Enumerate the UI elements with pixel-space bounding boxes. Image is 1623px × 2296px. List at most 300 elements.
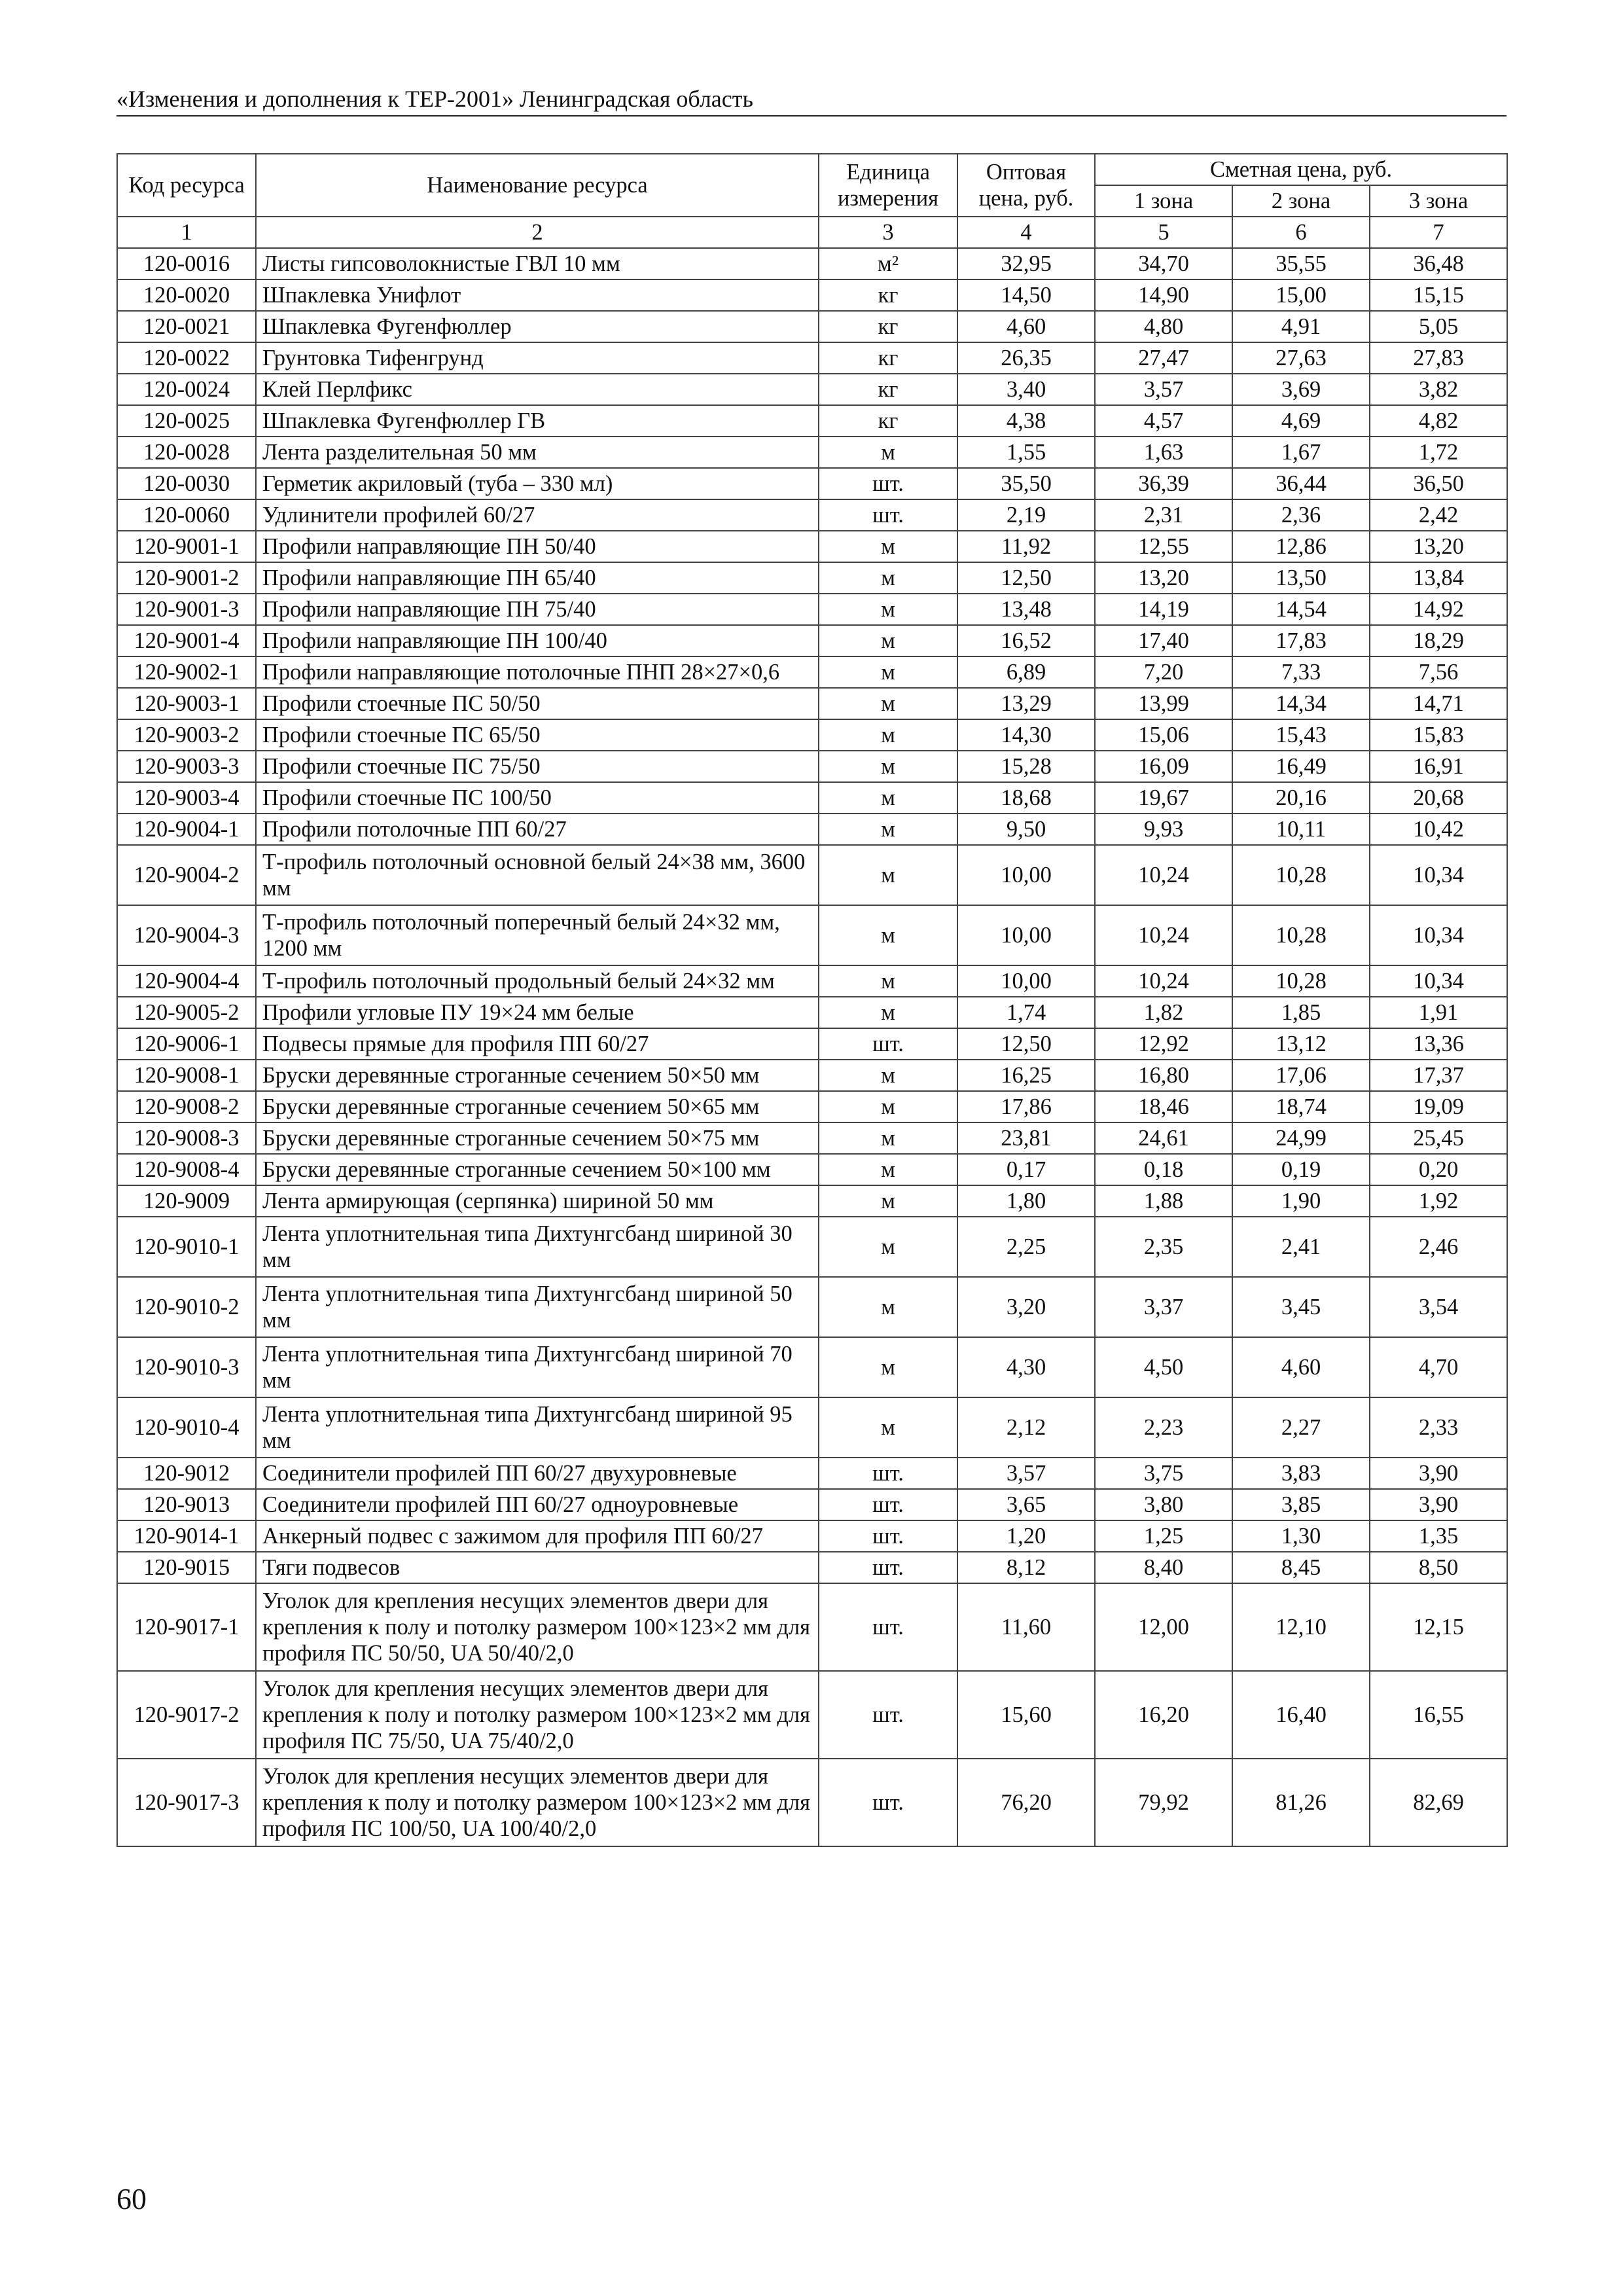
resource-code-cell: 120-9017-3 xyxy=(117,1759,256,1846)
unit-cell: м xyxy=(819,751,957,782)
wholesale-price-cell: 35,50 xyxy=(957,468,1095,499)
zone1-price-cell: 12,55 xyxy=(1095,531,1232,562)
unit-cell: шт. xyxy=(819,1583,957,1671)
table-row xyxy=(117,405,1507,437)
resource-name-cell: Бруски деревянные строганные сечением 50×75 мм xyxy=(256,1122,819,1154)
resource-code-cell: 120-0030 xyxy=(117,468,256,499)
resource-name-cell: Профили направляющие потолочные ПНП 28×27×0,6 xyxy=(256,656,819,688)
table-row xyxy=(117,1154,1507,1185)
table-row xyxy=(117,656,1507,688)
resource-name-cell: Грунтовка Тифенгрунд xyxy=(256,342,819,374)
wholesale-price-cell: 26,35 xyxy=(957,342,1095,374)
table-row xyxy=(117,374,1507,405)
table-row xyxy=(117,688,1507,719)
running-header: «Изменения и дополнения к ТЕР-2001» Ленинградская область xyxy=(116,84,1507,117)
unit-cell: м xyxy=(819,531,957,562)
wholesale-price-cell: 15,28 xyxy=(957,751,1095,782)
unit-cell: м xyxy=(819,905,957,965)
unit-cell: м² xyxy=(819,248,957,279)
resource-name-cell: Подвесы прямые для профиля ПП 60/27 xyxy=(256,1028,819,1060)
unit-cell: м xyxy=(819,688,957,719)
col-number: 6 xyxy=(1232,217,1370,248)
resource-name-cell: Лента разделительная 50 мм xyxy=(256,437,819,468)
unit-cell: м xyxy=(819,625,957,656)
zone2-price-cell: 3,83 xyxy=(1232,1458,1370,1489)
zone1-price-cell: 9,93 xyxy=(1095,814,1232,845)
wholesale-price-cell: 1,74 xyxy=(957,997,1095,1028)
resource-code-cell: 120-9014-1 xyxy=(117,1520,256,1552)
unit-cell: кг xyxy=(819,342,957,374)
zone2-price-cell: 10,28 xyxy=(1232,965,1370,997)
zone1-price-cell: 1,82 xyxy=(1095,997,1232,1028)
resource-code-cell: 120-9002-1 xyxy=(117,656,256,688)
resource-name-cell: Профили стоечные ПС 100/50 xyxy=(256,782,819,814)
table-body xyxy=(117,248,1507,1846)
col-header-code: Код ресурса xyxy=(117,154,256,217)
resource-name-cell: Герметик акриловый (туба – 330 мл) xyxy=(256,468,819,499)
wholesale-price-cell: 2,25 xyxy=(957,1217,1095,1277)
page-number: 60 xyxy=(116,2182,147,2215)
unit-cell: м xyxy=(819,1060,957,1091)
zone2-price-cell: 1,30 xyxy=(1232,1520,1370,1552)
zone2-price-cell: 2,27 xyxy=(1232,1397,1370,1458)
zone1-price-cell: 36,39 xyxy=(1095,468,1232,499)
zone1-price-cell: 18,46 xyxy=(1095,1091,1232,1122)
unit-cell: м xyxy=(819,1122,957,1154)
unit-cell: кг xyxy=(819,374,957,405)
zone2-price-cell: 2,41 xyxy=(1232,1217,1370,1277)
zone2-price-cell: 17,06 xyxy=(1232,1060,1370,1091)
unit-cell: м xyxy=(819,719,957,751)
zone3-price-cell: 13,84 xyxy=(1370,562,1507,594)
wholesale-price-cell: 32,95 xyxy=(957,248,1095,279)
wholesale-price-cell: 14,30 xyxy=(957,719,1095,751)
zone1-price-cell: 1,63 xyxy=(1095,437,1232,468)
resource-name-cell: Лента армирующая (серпянка) шириной 50 мм xyxy=(256,1185,819,1217)
resource-code-cell: 120-9004-1 xyxy=(117,814,256,845)
zone2-price-cell: 4,60 xyxy=(1232,1337,1370,1397)
zone1-price-cell: 3,80 xyxy=(1095,1489,1232,1520)
unit-cell: шт. xyxy=(819,1028,957,1060)
col-number: 4 xyxy=(957,217,1095,248)
resource-name-cell: Лента уплотнительная типа Дихтунгсбанд шириной 95 мм xyxy=(256,1397,819,1458)
zone1-price-cell: 16,20 xyxy=(1095,1671,1232,1759)
zone3-price-cell: 14,92 xyxy=(1370,594,1507,625)
zone1-price-cell: 3,75 xyxy=(1095,1458,1232,1489)
col-number: 7 xyxy=(1370,217,1507,248)
unit-cell: шт. xyxy=(819,1458,957,1489)
table-row xyxy=(117,1060,1507,1091)
resource-name-cell: Бруски деревянные строганные сечением 50×100 мм xyxy=(256,1154,819,1185)
zone3-price-cell: 16,55 xyxy=(1370,1671,1507,1759)
unit-cell: кг xyxy=(819,311,957,342)
unit-cell: шт. xyxy=(819,1520,957,1552)
zone3-price-cell: 18,29 xyxy=(1370,625,1507,656)
wholesale-price-cell: 18,68 xyxy=(957,782,1095,814)
resource-name-cell: Профили направляющие ПН 50/40 xyxy=(256,531,819,562)
wholesale-price-cell: 3,57 xyxy=(957,1458,1095,1489)
resource-code-cell: 120-9010-3 xyxy=(117,1337,256,1397)
table-row xyxy=(117,1091,1507,1122)
resource-name-cell: Соединители профилей ПП 60/27 двухуровневые xyxy=(256,1458,819,1489)
wholesale-price-cell: 15,60 xyxy=(957,1671,1095,1759)
resource-code-cell: 120-9017-1 xyxy=(117,1583,256,1671)
zone1-price-cell: 10,24 xyxy=(1095,845,1232,905)
zone2-price-cell: 12,10 xyxy=(1232,1583,1370,1671)
zone3-price-cell: 15,15 xyxy=(1370,279,1507,311)
unit-cell: м xyxy=(819,997,957,1028)
zone1-price-cell: 3,37 xyxy=(1095,1277,1232,1337)
table-row xyxy=(117,279,1507,311)
col-number: 5 xyxy=(1095,217,1232,248)
zone3-price-cell: 3,82 xyxy=(1370,374,1507,405)
unit-cell: шт. xyxy=(819,1671,957,1759)
resource-price-table xyxy=(116,153,1508,1847)
unit-cell: м xyxy=(819,845,957,905)
wholesale-price-cell: 10,00 xyxy=(957,845,1095,905)
zone3-price-cell: 10,34 xyxy=(1370,905,1507,965)
zone2-price-cell: 18,74 xyxy=(1232,1091,1370,1122)
zone1-price-cell: 12,92 xyxy=(1095,1028,1232,1060)
resource-code-cell: 120-9003-3 xyxy=(117,751,256,782)
zone2-price-cell: 2,36 xyxy=(1232,499,1370,531)
zone1-price-cell: 7,20 xyxy=(1095,656,1232,688)
resource-name-cell: Т-профиль потолочный основной белый 24×38 мм, 3600 мм xyxy=(256,845,819,905)
zone2-price-cell: 36,44 xyxy=(1232,468,1370,499)
zone3-price-cell: 16,91 xyxy=(1370,751,1507,782)
unit-cell: м xyxy=(819,1091,957,1122)
unit-cell: шт. xyxy=(819,1759,957,1846)
resource-code-cell: 120-9008-4 xyxy=(117,1154,256,1185)
zone2-price-cell: 1,90 xyxy=(1232,1185,1370,1217)
zone1-price-cell: 13,99 xyxy=(1095,688,1232,719)
resource-code-cell: 120-9003-2 xyxy=(117,719,256,751)
resource-name-cell: Профили потолочные ПП 60/27 xyxy=(256,814,819,845)
zone3-price-cell: 36,48 xyxy=(1370,248,1507,279)
zone2-price-cell: 14,34 xyxy=(1232,688,1370,719)
wholesale-price-cell: 2,12 xyxy=(957,1397,1095,1458)
zone2-price-cell: 1,85 xyxy=(1232,997,1370,1028)
unit-cell: шт. xyxy=(819,1552,957,1583)
zone3-price-cell: 10,34 xyxy=(1370,845,1507,905)
zone3-price-cell: 36,50 xyxy=(1370,468,1507,499)
table-row xyxy=(117,1337,1507,1397)
zone3-price-cell: 13,20 xyxy=(1370,531,1507,562)
table-row xyxy=(117,342,1507,374)
zone1-price-cell: 10,24 xyxy=(1095,965,1232,997)
wholesale-price-cell: 23,81 xyxy=(957,1122,1095,1154)
zone1-price-cell: 4,50 xyxy=(1095,1337,1232,1397)
zone1-price-cell: 8,40 xyxy=(1095,1552,1232,1583)
wholesale-price-cell: 2,19 xyxy=(957,499,1095,531)
resource-name-cell: Профили стоечные ПС 50/50 xyxy=(256,688,819,719)
zone1-price-cell: 2,23 xyxy=(1095,1397,1232,1458)
table-row xyxy=(117,1028,1507,1060)
resource-code-cell: 120-0021 xyxy=(117,311,256,342)
zone1-price-cell: 4,57 xyxy=(1095,405,1232,437)
zone3-price-cell: 27,83 xyxy=(1370,342,1507,374)
zone1-price-cell: 13,20 xyxy=(1095,562,1232,594)
wholesale-price-cell: 1,80 xyxy=(957,1185,1095,1217)
zone3-price-cell: 17,37 xyxy=(1370,1060,1507,1091)
resource-name-cell: Шпаклевка Унифлот xyxy=(256,279,819,311)
wholesale-price-cell: 4,60 xyxy=(957,311,1095,342)
zone3-price-cell: 5,05 xyxy=(1370,311,1507,342)
zone3-price-cell: 20,68 xyxy=(1370,782,1507,814)
zone2-price-cell: 13,12 xyxy=(1232,1028,1370,1060)
zone2-price-cell: 10,11 xyxy=(1232,814,1370,845)
resource-code-cell: 120-9008-2 xyxy=(117,1091,256,1122)
resource-name-cell: Тяги подвесов xyxy=(256,1552,819,1583)
table-row xyxy=(117,1277,1507,1337)
table-row xyxy=(117,248,1507,279)
table-row xyxy=(117,1185,1507,1217)
zone2-price-cell: 3,69 xyxy=(1232,374,1370,405)
table-row xyxy=(117,905,1507,965)
zone1-price-cell: 34,70 xyxy=(1095,248,1232,279)
zone3-price-cell: 14,71 xyxy=(1370,688,1507,719)
wholesale-price-cell: 14,50 xyxy=(957,279,1095,311)
zone1-price-cell: 16,09 xyxy=(1095,751,1232,782)
wholesale-price-cell: 17,86 xyxy=(957,1091,1095,1122)
zone2-price-cell: 10,28 xyxy=(1232,845,1370,905)
zone2-price-cell: 16,40 xyxy=(1232,1671,1370,1759)
unit-cell: м xyxy=(819,437,957,468)
zone2-price-cell: 8,45 xyxy=(1232,1552,1370,1583)
zone2-price-cell: 1,67 xyxy=(1232,437,1370,468)
zone1-price-cell: 10,24 xyxy=(1095,905,1232,965)
resource-name-cell: Т-профиль потолочный поперечный белый 24×32 мм, 1200 мм xyxy=(256,905,819,965)
zone2-price-cell: 35,55 xyxy=(1232,248,1370,279)
table-row xyxy=(117,1552,1507,1583)
zone2-price-cell: 4,69 xyxy=(1232,405,1370,437)
wholesale-price-cell: 3,40 xyxy=(957,374,1095,405)
unit-cell: шт. xyxy=(819,499,957,531)
resource-code-cell: 120-9001-2 xyxy=(117,562,256,594)
resource-name-cell: Лента уплотнительная типа Дихтунгсбанд шириной 30 мм xyxy=(256,1217,819,1277)
wholesale-price-cell: 4,30 xyxy=(957,1337,1095,1397)
col-header-unit: Единица измерения xyxy=(819,154,957,217)
resource-name-cell: Профили направляющие ПН 100/40 xyxy=(256,625,819,656)
unit-cell: м xyxy=(819,965,957,997)
unit-cell: м xyxy=(819,1154,957,1185)
table-row xyxy=(117,1397,1507,1458)
zone3-price-cell: 8,50 xyxy=(1370,1552,1507,1583)
resource-code-cell: 120-9008-1 xyxy=(117,1060,256,1091)
resource-code-cell: 120-0020 xyxy=(117,279,256,311)
resource-code-cell: 120-0016 xyxy=(117,248,256,279)
resource-name-cell: Удлинители профилей 60/27 xyxy=(256,499,819,531)
zone1-price-cell: 12,00 xyxy=(1095,1583,1232,1671)
zone3-price-cell: 25,45 xyxy=(1370,1122,1507,1154)
zone2-price-cell: 0,19 xyxy=(1232,1154,1370,1185)
wholesale-price-cell: 10,00 xyxy=(957,905,1095,965)
wholesale-price-cell: 12,50 xyxy=(957,562,1095,594)
unit-cell: м xyxy=(819,1277,957,1337)
zone3-price-cell: 15,83 xyxy=(1370,719,1507,751)
resource-code-cell: 120-9017-2 xyxy=(117,1671,256,1759)
wholesale-price-cell: 11,92 xyxy=(957,531,1095,562)
resource-code-cell: 120-9004-2 xyxy=(117,845,256,905)
resource-code-cell: 120-9006-1 xyxy=(117,1028,256,1060)
zone2-price-cell: 15,00 xyxy=(1232,279,1370,311)
resource-code-cell: 120-0024 xyxy=(117,374,256,405)
unit-cell: шт. xyxy=(819,468,957,499)
table-row xyxy=(117,1122,1507,1154)
wholesale-price-cell: 16,25 xyxy=(957,1060,1095,1091)
resource-code-cell: 120-0022 xyxy=(117,342,256,374)
unit-cell: м xyxy=(819,782,957,814)
wholesale-price-cell: 3,20 xyxy=(957,1277,1095,1337)
zone3-price-cell: 12,15 xyxy=(1370,1583,1507,1671)
zone1-price-cell: 2,31 xyxy=(1095,499,1232,531)
col-header-zone3: 3 зона xyxy=(1370,185,1507,217)
unit-cell: м xyxy=(819,814,957,845)
table-row xyxy=(117,997,1507,1028)
resource-name-cell: Профили угловые ПУ 19×24 мм белые xyxy=(256,997,819,1028)
zone2-price-cell: 4,91 xyxy=(1232,311,1370,342)
zone1-price-cell: 17,40 xyxy=(1095,625,1232,656)
resource-name-cell: Уголок для крепления несущих элементов двери для крепления к полу и потолку размером 100×123×2 мм для профиля ПС 75/50, UA 75/40/2,0 xyxy=(256,1671,819,1759)
resource-code-cell: 120-9015 xyxy=(117,1552,256,1583)
zone3-price-cell: 1,35 xyxy=(1370,1520,1507,1552)
wholesale-price-cell: 12,50 xyxy=(957,1028,1095,1060)
resource-code-cell: 120-0028 xyxy=(117,437,256,468)
zone2-price-cell: 24,99 xyxy=(1232,1122,1370,1154)
table-row xyxy=(117,1458,1507,1489)
wholesale-price-cell: 9,50 xyxy=(957,814,1095,845)
resource-name-cell: Листы гипсоволокнистые ГВЛ 10 мм xyxy=(256,248,819,279)
col-header-zone2: 2 зона xyxy=(1232,185,1370,217)
wholesale-price-cell: 1,55 xyxy=(957,437,1095,468)
zone3-price-cell: 1,91 xyxy=(1370,997,1507,1028)
zone3-price-cell: 2,46 xyxy=(1370,1217,1507,1277)
zone3-price-cell: 3,90 xyxy=(1370,1489,1507,1520)
table-row xyxy=(117,1520,1507,1552)
resource-name-cell: Уголок для крепления несущих элементов двери для крепления к полу и потолку размером 100×123×2 мм для профиля ПС 50/50, UA 50/40/2,0 xyxy=(256,1583,819,1671)
zone3-price-cell: 4,70 xyxy=(1370,1337,1507,1397)
resource-name-cell: Профили стоечные ПС 65/50 xyxy=(256,719,819,751)
resource-name-cell: Профили направляющие ПН 65/40 xyxy=(256,562,819,594)
table-row xyxy=(117,719,1507,751)
zone2-price-cell: 3,45 xyxy=(1232,1277,1370,1337)
zone2-price-cell: 81,26 xyxy=(1232,1759,1370,1846)
wholesale-price-cell: 13,29 xyxy=(957,688,1095,719)
col-header-name: Наименование ресурса xyxy=(256,154,819,217)
unit-cell: м xyxy=(819,1217,957,1277)
unit-cell: м xyxy=(819,1397,957,1458)
zone3-price-cell: 19,09 xyxy=(1370,1091,1507,1122)
unit-cell: м xyxy=(819,656,957,688)
resource-name-cell: Анкерный подвес с зажимом для профиля ПП 60/27 xyxy=(256,1520,819,1552)
resource-name-cell: Профили направляющие ПН 75/40 xyxy=(256,594,819,625)
resource-name-cell: Клей Перлфикс xyxy=(256,374,819,405)
resource-code-cell: 120-9010-4 xyxy=(117,1397,256,1458)
zone3-price-cell: 1,72 xyxy=(1370,437,1507,468)
zone2-price-cell: 10,28 xyxy=(1232,905,1370,965)
resource-name-cell: Шпаклевка Фугенфюллер ГВ xyxy=(256,405,819,437)
resource-code-cell: 120-9005-2 xyxy=(117,997,256,1028)
wholesale-price-cell: 13,48 xyxy=(957,594,1095,625)
zone1-price-cell: 1,88 xyxy=(1095,1185,1232,1217)
table-row xyxy=(117,1583,1507,1671)
resource-name-cell: Бруски деревянные строганные сечением 50×50 мм xyxy=(256,1060,819,1091)
unit-cell: м xyxy=(819,1337,957,1397)
table-row xyxy=(117,625,1507,656)
zone3-price-cell: 82,69 xyxy=(1370,1759,1507,1846)
zone2-price-cell: 15,43 xyxy=(1232,719,1370,751)
resource-name-cell: Бруски деревянные строганные сечением 50×65 мм xyxy=(256,1091,819,1122)
col-header-estimate: Сметная цена, руб. xyxy=(1095,154,1507,185)
resource-name-cell: Лента уплотнительная типа Дихтунгсбанд шириной 70 мм xyxy=(256,1337,819,1397)
wholesale-price-cell: 76,20 xyxy=(957,1759,1095,1846)
col-number: 1 xyxy=(117,217,256,248)
resource-code-cell: 120-9010-2 xyxy=(117,1277,256,1337)
table-row xyxy=(117,845,1507,905)
zone3-price-cell: 7,56 xyxy=(1370,656,1507,688)
resource-code-cell: 120-9012 xyxy=(117,1458,256,1489)
resource-code-cell: 120-9003-4 xyxy=(117,782,256,814)
table-row xyxy=(117,531,1507,562)
unit-cell: кг xyxy=(819,279,957,311)
wholesale-price-cell: 16,52 xyxy=(957,625,1095,656)
zone1-price-cell: 15,06 xyxy=(1095,719,1232,751)
zone2-price-cell: 17,83 xyxy=(1232,625,1370,656)
zone3-price-cell: 0,20 xyxy=(1370,1154,1507,1185)
table-row xyxy=(117,1217,1507,1277)
zone3-price-cell: 10,34 xyxy=(1370,965,1507,997)
zone2-price-cell: 14,54 xyxy=(1232,594,1370,625)
zone1-price-cell: 4,80 xyxy=(1095,311,1232,342)
unit-cell: кг xyxy=(819,405,957,437)
zone3-price-cell: 2,33 xyxy=(1370,1397,1507,1458)
resource-code-cell: 120-9004-4 xyxy=(117,965,256,997)
wholesale-price-cell: 6,89 xyxy=(957,656,1095,688)
table-row xyxy=(117,965,1507,997)
unit-cell: м xyxy=(819,594,957,625)
unit-cell: шт. xyxy=(819,1489,957,1520)
resource-code-cell: 120-9001-4 xyxy=(117,625,256,656)
table-row xyxy=(117,1759,1507,1846)
zone2-price-cell: 13,50 xyxy=(1232,562,1370,594)
unit-cell: м xyxy=(819,1185,957,1217)
table-row xyxy=(117,437,1507,468)
zone3-price-cell: 1,92 xyxy=(1370,1185,1507,1217)
resource-name-cell: Соединители профилей ПП 60/27 одноуровневые xyxy=(256,1489,819,1520)
resource-code-cell: 120-0025 xyxy=(117,405,256,437)
zone1-price-cell: 1,25 xyxy=(1095,1520,1232,1552)
table-row xyxy=(117,751,1507,782)
col-number: 3 xyxy=(819,217,957,248)
col-header-wholesale: Оптовая цена, руб. xyxy=(957,154,1095,217)
zone3-price-cell: 3,90 xyxy=(1370,1458,1507,1489)
wholesale-price-cell: 0,17 xyxy=(957,1154,1095,1185)
resource-code-cell: 120-0060 xyxy=(117,499,256,531)
zone3-price-cell: 4,82 xyxy=(1370,405,1507,437)
zone1-price-cell: 14,19 xyxy=(1095,594,1232,625)
table-row xyxy=(117,468,1507,499)
zone1-price-cell: 2,35 xyxy=(1095,1217,1232,1277)
resource-code-cell: 120-9009 xyxy=(117,1185,256,1217)
resource-name-cell: Шпаклевка Фугенфюллер xyxy=(256,311,819,342)
zone1-price-cell: 27,47 xyxy=(1095,342,1232,374)
resource-code-cell: 120-9003-1 xyxy=(117,688,256,719)
zone2-price-cell: 27,63 xyxy=(1232,342,1370,374)
zone1-price-cell: 16,80 xyxy=(1095,1060,1232,1091)
table-row xyxy=(117,594,1507,625)
zone2-price-cell: 7,33 xyxy=(1232,656,1370,688)
wholesale-price-cell: 11,60 xyxy=(957,1583,1095,1671)
